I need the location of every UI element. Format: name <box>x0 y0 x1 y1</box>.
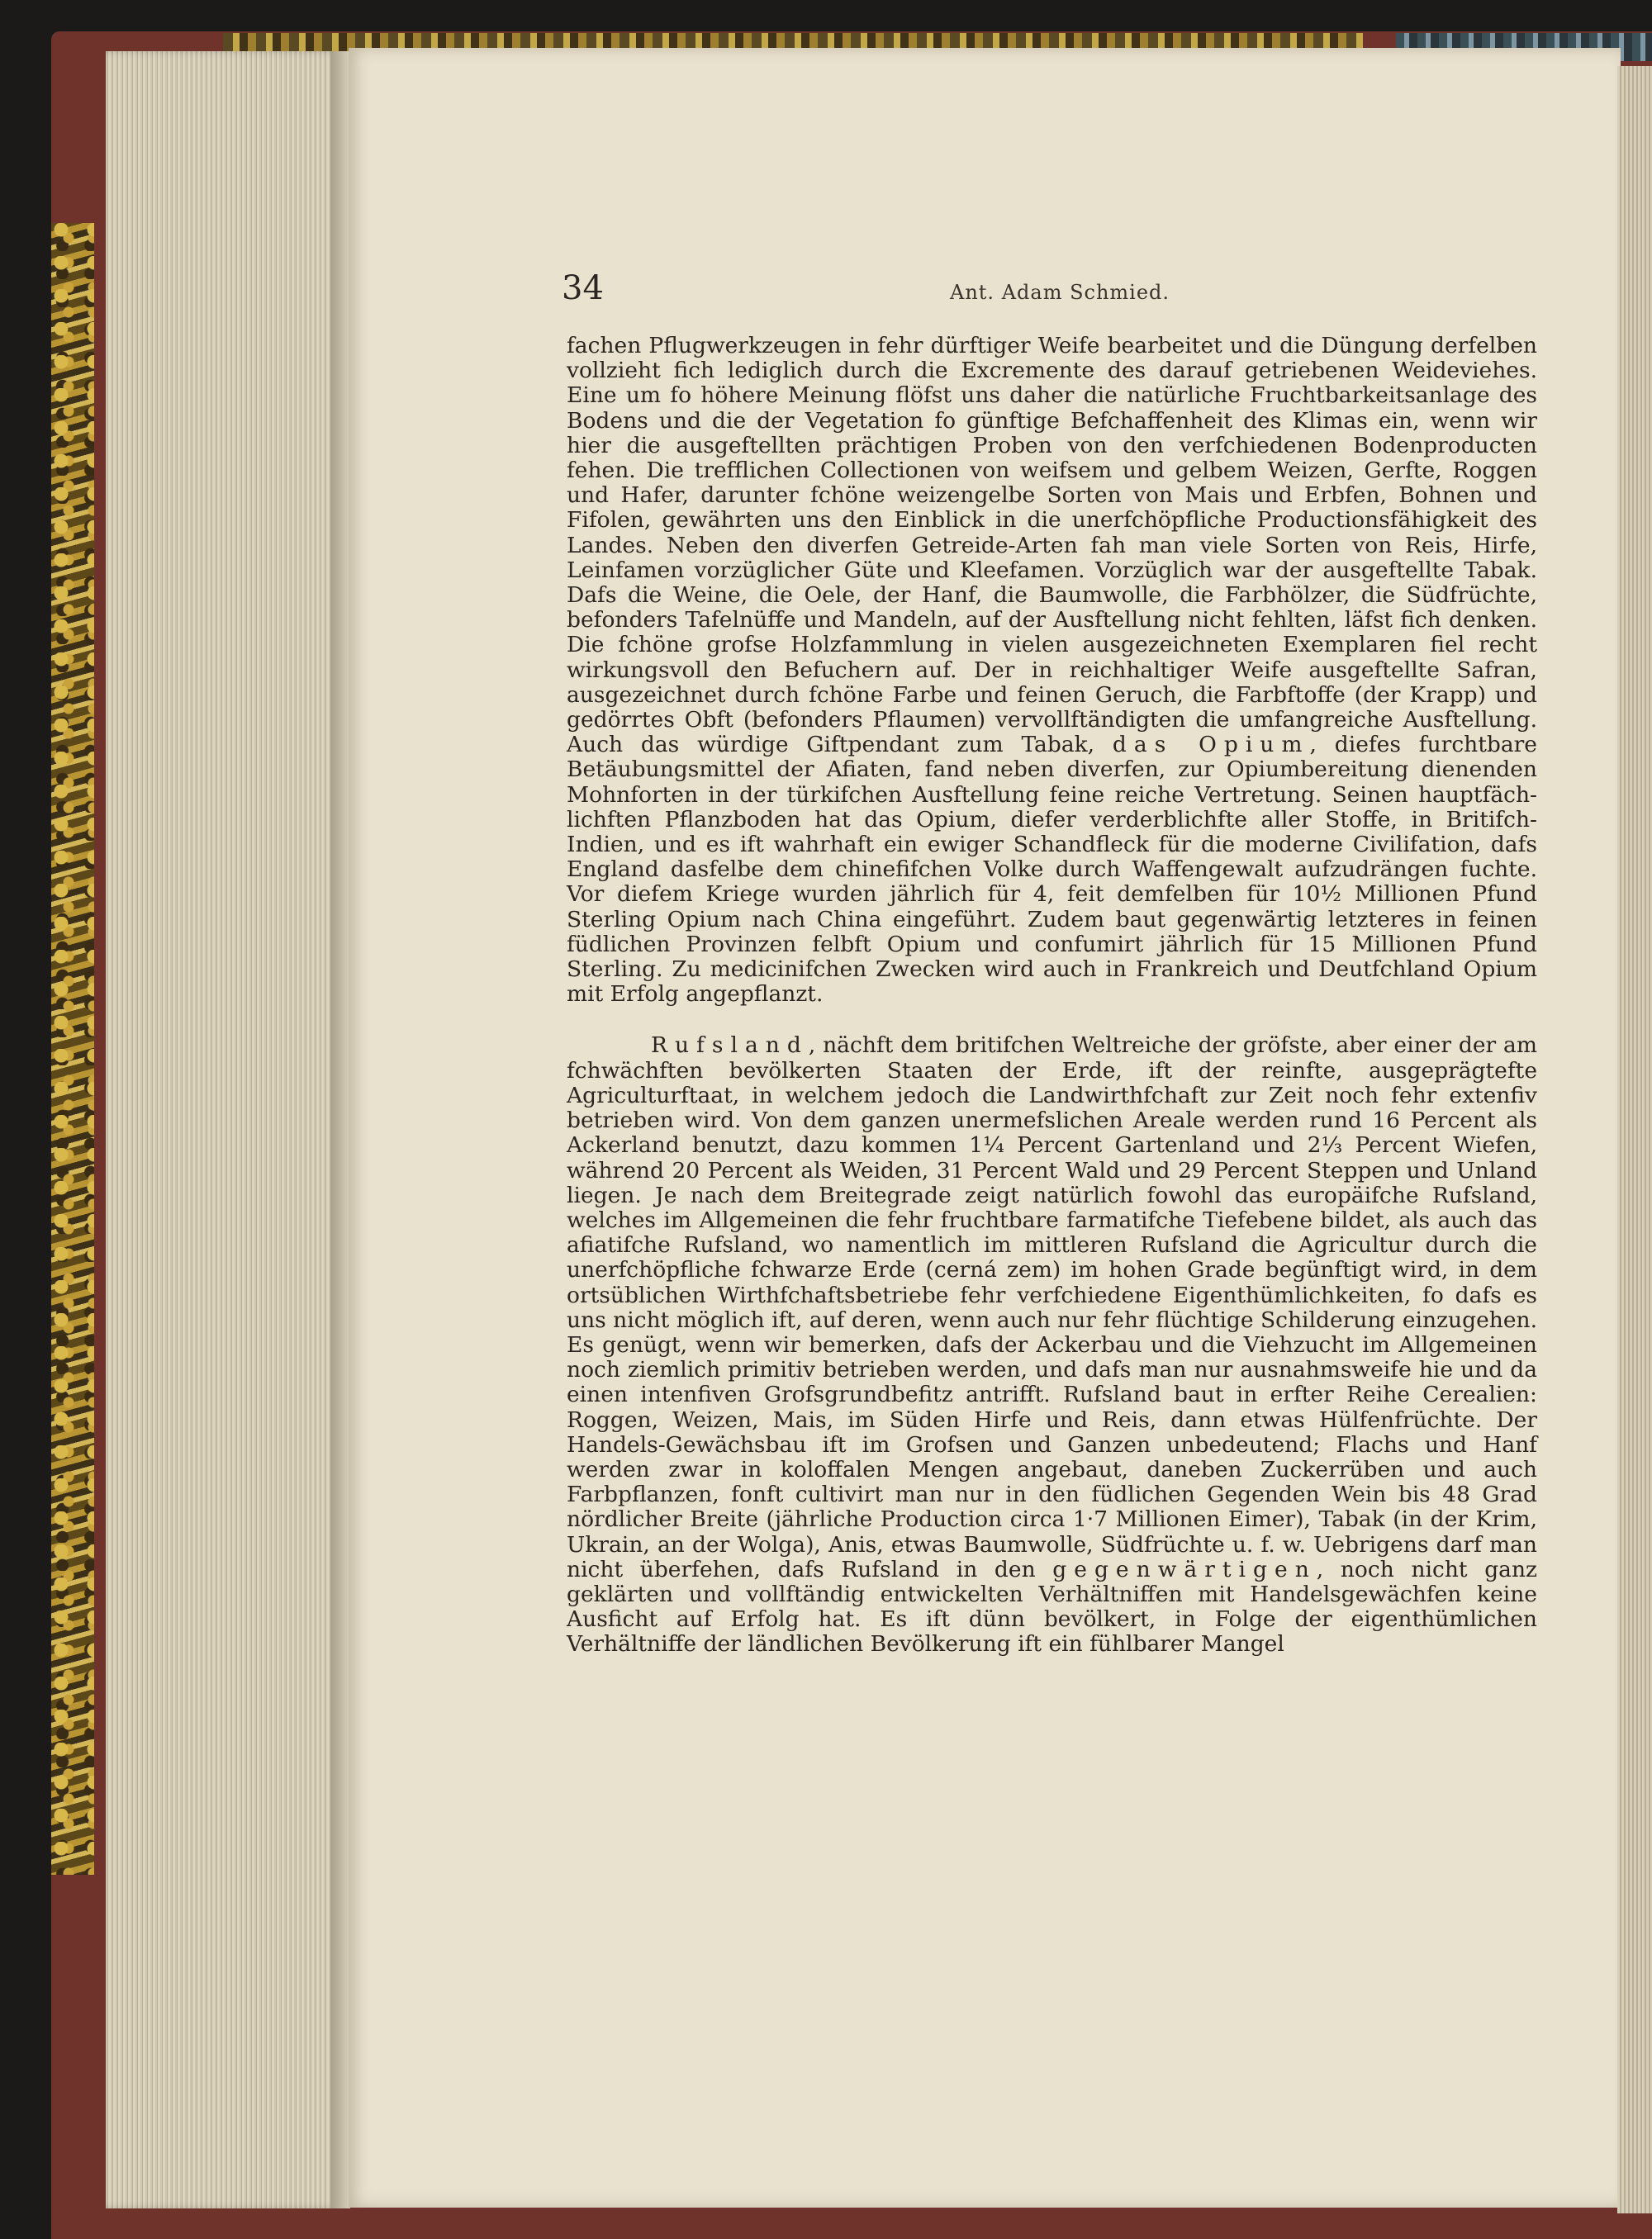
emphasized-text-run: das Opium <box>1112 732 1310 758</box>
emphasized-text-run: gegenwärtigen <box>1052 1556 1317 1582</box>
book-gutter <box>330 51 350 2208</box>
paragraph <box>567 1033 1537 1657</box>
page-block-edges <box>106 51 349 2208</box>
marbled-edge <box>51 223 94 1875</box>
running-head <box>562 269 1536 311</box>
text-run: , noch nicht ganz geklärten und vollftändig entwickelten Verhältniffen mit Handelsgewächfen keine Ausficht auf Erfolg hat. Es ift dünn bevölkert, in Folge der eigenthümlichen Verhältniffe der ländlichen Bevölkerung ift ein fühlbarer Mangel <box>567 1556 1537 1658</box>
body-text <box>567 334 1537 1658</box>
facing-page-edge <box>1617 66 1652 2213</box>
emphasized-text-run: Rufsland <box>651 1032 809 1059</box>
text-run: , diefes furchtbare Betäubungsmittel der Afiaten, fand neben diverfen, zur Opiumbereitung dienenden Mohnforten in der türkifchen Ausftellung feine reiche Vertretung. Seinen hauptfächlichften Pflanzboden hat das Opium, diefer verderblichfte aller Stoffe, in Britifch-Indien, und es ift wahrhaft ein ewiger Schandfleck für die moderne Civilifation, dafs England dasfelbe dem chinefifchen Volke durch Waffengewalt aufzudrängen fuchte. Vor diefem Kriege wurden jährlich für 4, feit demfelben für 10½ Millionen Pfund Sterling Opium nach China eingeführt. Zudem baut gegenwärtig letzteres in feinen füdlichen Provinzen felbft Opium und confumirt jährlich für 15 Millionen Pfund Sterling. Zu medicinifchen Zwecken wird auch in Frankreich und Deutfchland Opium mit Erfolg angepflanzt. <box>567 732 1537 1008</box>
paragraph <box>567 334 1537 1007</box>
page-number: 34 <box>562 269 604 307</box>
text-run: , nächft dem britifchen Weltreiche der gröfste, aber einer der am fchwächften bevölkerten Staaten der Erde, ift der reinfte, ausgeprägtefte Agriculturftaat, in welchem jedoch die Landwirthfchaft zur Zeit noch fehr extenfiv betrieben wird. Von dem ganzen unermefslichen Areale werden rund 16 Percent als Ackerland benutzt, dazu kommen 1¼ Percent Gartenland und 2⅓ Percent Wiefen, während 20 Percent als Weiden, 31 Percent Wald und 29 Percent Steppen und Unland liegen. Je nach dem Breitegrade zeigt natürlich fowohl das europäifche Rufsland, welches im Allgemeinen die fehr fruchtbare farmatifche Tiefebene bildet, als auch das afiatifche Rufsland, wo namentlich im mittleren Rufsland die Agricultur durch die unerfchöpfliche fchwarze Erde (cerná zem) im hohen Grade begünftigt wird, in dem ortsüblichen Wirthfchaftsbetriebe fehr verfchiedene Eigenthümlichkeiten, fo dafs es uns nicht möglich ift, auf deren, wenn auch nur fehr flüchtige Schilderung einzugehen. Es genügt, wenn wir bemerken, dafs der Ackerbau und die Viehzucht im Allgemeinen noch ziemlich primitiv betrieben werden, und dafs man nur ausnahmsweife hie und da einen intenfiven Grofsgrundbefitz antrifft. Rufsland baut in erfter Reihe Cerealien: Roggen, Weizen, Mais, im Süden Hirfe und Reis, dann etwas Hülfenfrüchte. Der Handels-Gewächsbau ift im Grofsen und Ganzen unbedeutend; Flachs und Hanf werden zwar in koloffalen Mengen angebaut, daneben Zuckerrüben und auch Farbpflanzen, fonft cultivirt man nur in den füdlichen Gegenden Wein bis 48 Grad nördlicher Breite (jährliche Production circa 1·7 Millionen Eimer), Tabak (in der Krim, Ukrain, an der Wolga), Anis, etwas Baumwolle, Südfrüchte u. f. w. Uebrigens darf man nicht überfehen, dafs Rufsland in den <box>567 1032 1537 1582</box>
text-run: fachen Pflugwerkzeugen in fehr dürftiger Weife bearbeitet und die Düngung derfelben vollzieht fich lediglich durch die Excremente des darauf getriebenen Weideviehes. Eine um fo höhere Meinung flöfst uns daher die natürliche Fruchtbarkeitsanlage des Bodens und die der Vegetation fo günftige Befchaffenheit des Klimas ein, wenn wir hier die ausgeftellten prächtigen Proben von den verfchiedenen Bodenproducten fehen. Die trefflichen Collectionen von weifsem und gelbem Weizen, Gerfte, Roggen und Hafer, darunter fchöne weizengelbe Sorten von Mais und Erbfen, Bohnen und Fifolen, gewährten uns den Einblick in die unerfchöpfliche Productionsfähigkeit des Landes. Neben den diverfen Getreide-Arten fah man viele Sorten von Reis, Hirfe, Leinfamen vorzüglicher Güte und Kleefamen. Vorzüglich war der ausgeftellte Tabak. Dafs die Weine, die Oele, der Hanf, die Baumwolle, die Farbhölzer, die Südfrüchte, befonders Tafelnüffe und Mandeln, auf der Ausftellung nicht fehlten, läfst fich denken. Die fchöne grofse Holzfammlung in vielen ausgezeichneten Exemplaren fiel recht wirkungsvoll den Befuchern auf. Der in reichhaltiger Weife ausgeftellte Safran, ausgezeichnet durch fchöne Farbe und feinen Geruch, die Farbftoffe (der Krapp) und gedörrtes Obft (befonders Pflaumen) vervollftändigten die umfangreiche Ausftellung. Auch das würdige Giftpendant zum Tabak, <box>567 333 1537 758</box>
running-header-author: Ant. Adam Schmied. <box>950 281 1170 304</box>
